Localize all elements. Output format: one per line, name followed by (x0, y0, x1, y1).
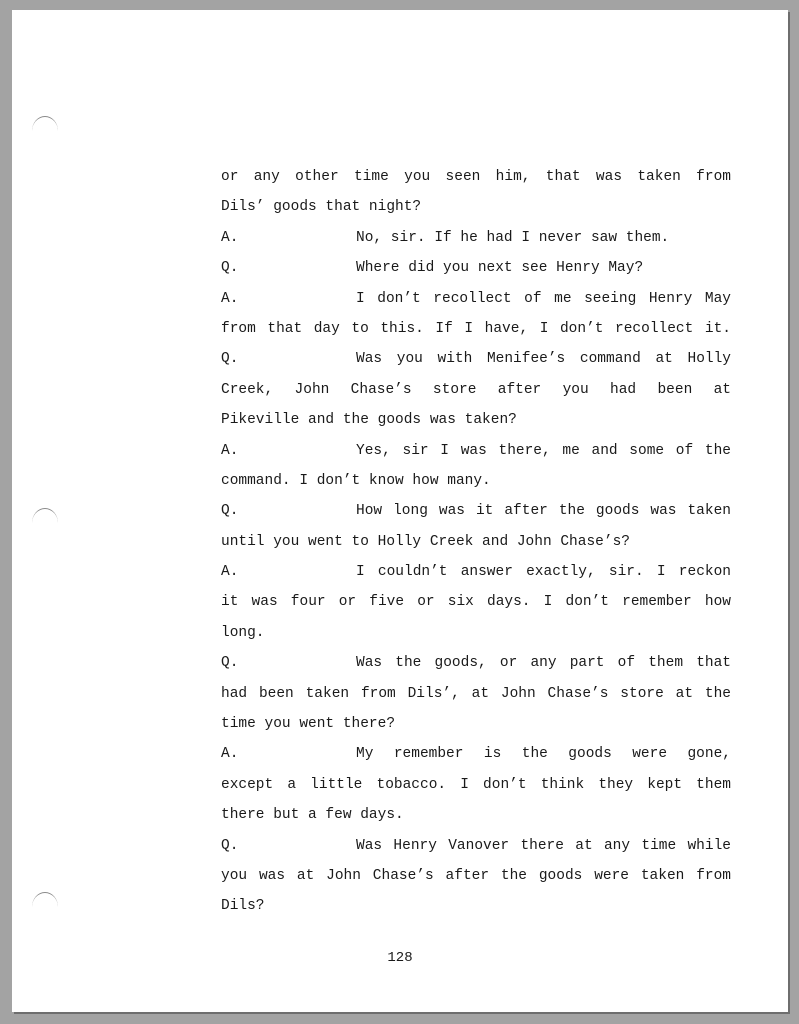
document-page (12, 10, 788, 1012)
line-text: long. (221, 624, 265, 641)
transcript-line (221, 466, 731, 496)
line-text: had been taken from Dils’, at John Chase’s store at the (221, 685, 731, 702)
transcript-line (221, 587, 731, 617)
transcript-line (221, 891, 731, 921)
line-text: you was at John Chase’s after the goods were taken from (221, 867, 731, 884)
line-text: time you went there? (221, 716, 396, 733)
line-text: No, sir. If he had I never saw them. (356, 229, 670, 246)
speaker-label: A. (221, 564, 239, 581)
transcript-line (221, 405, 731, 435)
speaker-label: Q. (221, 260, 239, 277)
speaker-label: A. (221, 229, 239, 246)
line-text: except a little tobacco. I don’t think they kept them (221, 776, 731, 793)
speaker-label: A. (221, 290, 239, 307)
line-text: Pikeville and the goods was taken? (221, 412, 517, 429)
line-text: Yes, sir I was there, me and some of the (356, 442, 731, 459)
transcript-line (221, 831, 731, 861)
transcript-line (221, 314, 731, 344)
transcript-line (221, 284, 731, 314)
transcript-line (221, 344, 731, 374)
line-text: Was Henry Vanover there at any time while (356, 837, 731, 854)
line-text: How long was it after the goods was taken (356, 503, 731, 520)
speaker-label: A. (221, 442, 239, 459)
transcript-line (221, 557, 731, 587)
transcript-line (221, 436, 731, 466)
line-text: until you went to Holly Creek and John Chase’s? (221, 533, 630, 550)
speaker-label: Q. (221, 351, 239, 368)
transcript-line (221, 192, 731, 222)
hole-punch-mark-middle (32, 508, 58, 523)
transcript-line (221, 223, 731, 253)
transcript-line (221, 527, 731, 557)
line-text: there but a few days. (221, 807, 404, 824)
line-text: I don’t recollect of me seeing Henry May (356, 290, 731, 307)
transcript-line (221, 648, 731, 678)
transcript-line (221, 162, 731, 192)
speaker-label: A. (221, 746, 239, 763)
transcript-line (221, 739, 731, 769)
transcript-line (221, 496, 731, 526)
line-text: Where did you next see Henry May? (356, 260, 644, 277)
hole-punch-mark-top (32, 116, 58, 131)
transcript-line (221, 375, 731, 405)
line-text: from that day to this. If I have, I don’t recollect it. (221, 320, 731, 337)
line-text: it was four or five or six days. I don’t remember how (221, 594, 731, 611)
speaker-label: Q. (221, 655, 239, 672)
transcript-line (221, 800, 731, 830)
line-text: command. I don’t know how many. (221, 472, 491, 489)
transcript-line (221, 253, 731, 283)
speaker-label: Q. (221, 837, 239, 854)
line-text: I couldn’t answer exactly, sir. I reckon (356, 564, 731, 581)
line-text: Creek, John Chase’s store after you had been at (221, 381, 731, 398)
line-text: My remember is the goods were gone, (356, 746, 731, 763)
transcript-line (221, 679, 731, 709)
transcript-line (221, 618, 731, 648)
line-text: Dils’ goods that night? (221, 199, 422, 216)
transcript-line (221, 861, 731, 891)
hole-punch-mark-bottom (32, 892, 58, 907)
transcript-line (221, 770, 731, 800)
line-text: Dils? (221, 898, 265, 915)
transcript-line (221, 709, 731, 739)
line-text: Was the goods, or any part of them that (356, 655, 731, 672)
speaker-label: Q. (221, 503, 239, 520)
line-text: Was you with Menifee’s command at Holly (356, 351, 731, 368)
line-text: or any other time you seen him, that was taken from (221, 169, 731, 185)
transcript-text-block (221, 162, 731, 922)
page-number: 128 (387, 950, 413, 966)
